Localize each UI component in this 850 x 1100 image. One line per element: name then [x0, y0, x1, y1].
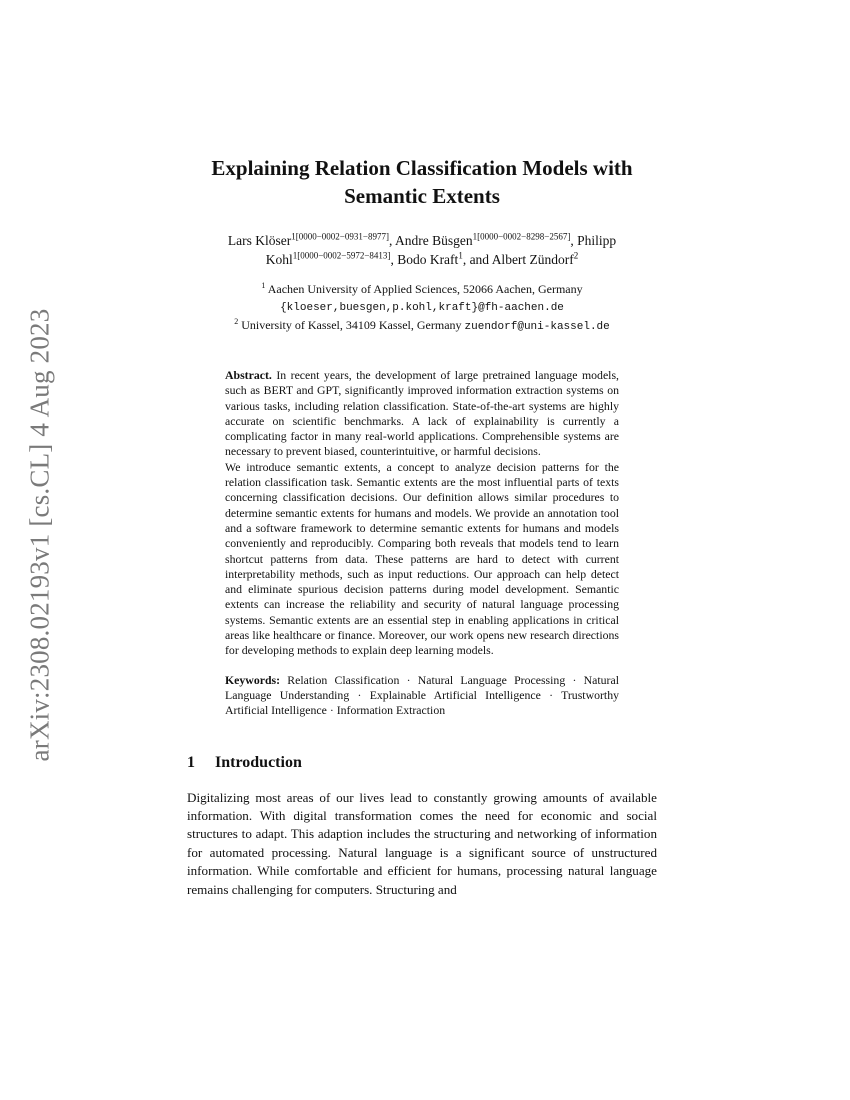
author-name: Bodo Kraft [397, 252, 459, 267]
paper-page [187, 150, 657, 899]
abstract-paragraph-1 [225, 368, 619, 460]
affiliations [187, 281, 657, 336]
abstract-paragraph-2: We introduce semantic extents, a concept to analyze decision patterns for the relation classification task. Semantic extents are the most influential parts of texts concerning classification decisions. Our definition allows similar procedures to determine semantic extents for humans and models. We provide an annotation tool and a software framework to determine semantic extents for humans and models conveniently and reproducibly. Comparing both reveals that models tend to learn shortcut patterns from data. These patterns are hard to detect with current interpretability methods, such as input reductions. Our approach can help detect and eliminate spurious decision patterns during model development. Semantic extents can increase the reliability and security of natural language processing systems. Semantic extents are an essential step in enabling applications in critical areas like healthcare or finance. Moreover, our work opens new research directions for developing methods to explain deep learning models. [225, 459, 619, 658]
author-affiliation-mark: 1[0000−0002−5972−8413] [292, 250, 391, 261]
author-separator: , [390, 252, 398, 267]
author-affiliation-mark: 1[0000−0002−0931−8977] [291, 231, 389, 242]
affiliation-2 [187, 317, 657, 336]
affiliation-text: Aachen University of Applied Sciences, 52066 Aachen, Germany [267, 282, 583, 296]
introduction-body [187, 789, 657, 899]
title-line-1: Explaining Relation Classification Models with [211, 156, 633, 180]
section-title: Introduction [215, 753, 302, 771]
author-affiliation-mark: 1[0000−0002−8298−2567] [472, 231, 571, 242]
abstract-label: Abstract. [225, 368, 272, 382]
affiliation-email: zuendorf@uni-kassel.de [464, 321, 610, 333]
author-affiliation-mark: 1 [458, 250, 463, 261]
author-affiliation-mark: 2 [573, 250, 579, 261]
section-number: 1 [187, 753, 195, 771]
author-name: Albert Zündorf [491, 252, 574, 267]
author-name: Philipp Kohl [265, 233, 617, 267]
abstract [225, 368, 619, 659]
author-separator: , [570, 233, 578, 248]
introduction-paragraph: Digitalizing most areas of our lives lead to constantly growing amounts of available information. With digital transformation comes the need for economic and social structures to adapt. This adaption includes the structuring and networking of information for automated processing. Natural language is a significant source of unstructured information. While comfortable and efficient for humans, processing natural language remains challenging for computers. Structuring and [187, 789, 657, 897]
paper-title [187, 154, 657, 210]
keywords-label: Keywords: [225, 672, 281, 687]
author-list [187, 231, 657, 269]
author-separator: , and [462, 252, 492, 267]
author-separator: , [388, 233, 395, 248]
section-heading [187, 753, 657, 773]
author-name: Lars Klöser [227, 233, 292, 248]
author-name: Andre Büsgen [394, 233, 473, 248]
affiliation-number: 1 [261, 281, 266, 290]
title-line-2: Semantic Extents [344, 184, 500, 208]
abstract-text-1: In recent years, the development of large pretrained language models, such as BERT and GPT, significantly improved information extraction systems on various tasks, including relation classification. State-of-the-art systems are highly accurate on scientific benchmarks. A lack of explainability is currently a complicating factor in many real-world applications. Comprehensible systems are necessary to prevent biased, counterintuitive, or harmful decisions. [225, 368, 620, 459]
affiliation-email: {kloeser,buesgen,p.kohl,kraft}@fh-aachen.de [280, 302, 564, 314]
affiliation-text: University of Kassel, 34109 Kassel, Germany [241, 318, 462, 332]
keywords [225, 673, 619, 719]
affiliation-number: 2 [234, 317, 239, 326]
keywords-text: Relation Classification · Natural Language Processing · Natural Language Understanding · Explainable Artificial Intelligence · Trustworthy Artificial Intelligence · Information Extraction [225, 672, 619, 718]
affiliation-1 [187, 281, 657, 317]
arxiv-identifier-stamp: arXiv:2308.02193v1 [cs.CL] 4 Aug 2023 [24, 308, 55, 762]
